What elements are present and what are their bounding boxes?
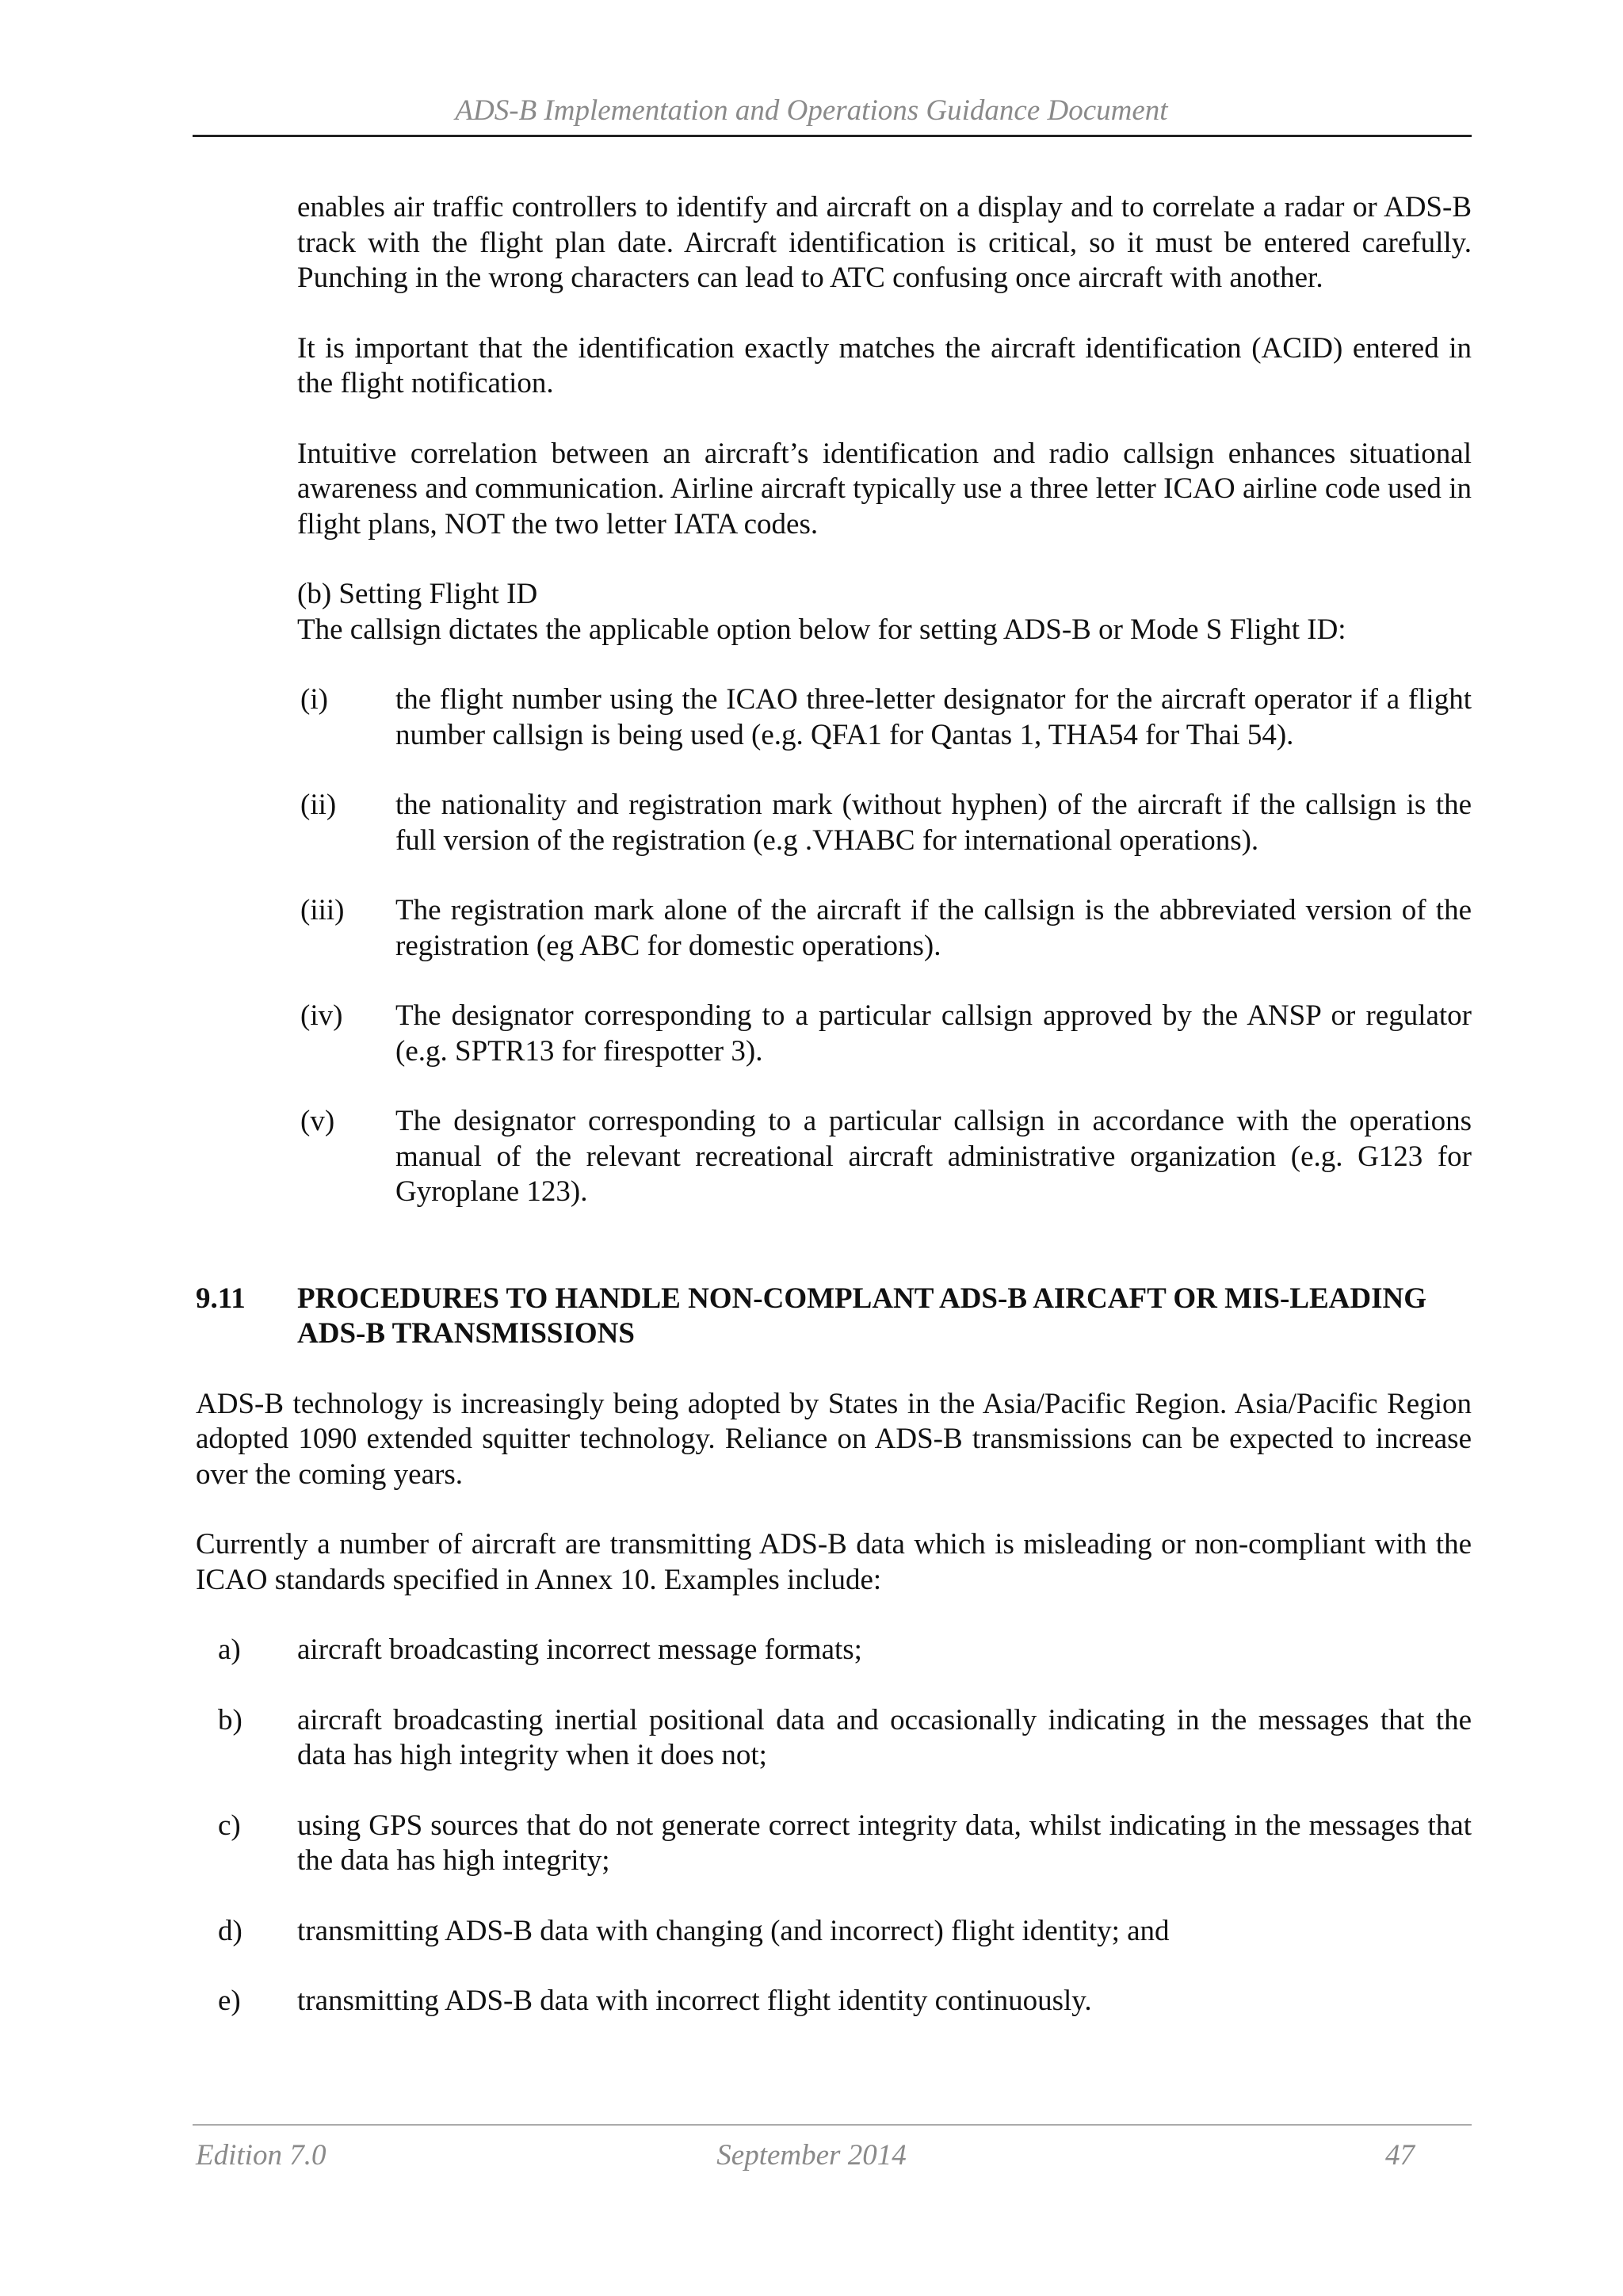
option-item bbox=[300, 788, 1472, 858]
paragraph-callsign-correlation: Intuitive correlation between an aircraft’s identification and radio callsign enhances situational awareness and communication. Airline aircraft typically use a three letter ICAO airline code used in flight plans, NOT the two letter IATA codes. bbox=[297, 437, 1472, 541]
option-number: (ii) bbox=[300, 789, 337, 821]
footer-edition: Edition 7.0 bbox=[196, 2139, 327, 2172]
paragraph-noncompliant-examples-intro: Currently a number of aircraft are transmitting ADS-B data which is misleading or non-compliant with the ICAO standards specified in Annex 10. Examples include: bbox=[196, 1528, 1472, 1596]
example-text: aircraft broadcasting inertial positional data and occasionally indicating in the messages that the data has high integrity when it does not; bbox=[297, 1703, 1472, 1771]
footer-page-number: 47 bbox=[1385, 2139, 1415, 2172]
footer-rule bbox=[193, 2124, 1472, 2126]
option-text: the nationality and registration mark (without hyphen) of the aircraft if the callsign is the full version of the registration (e.g .VHABC for international operations). bbox=[395, 789, 1472, 857]
example-letter: a) bbox=[218, 1633, 241, 1666]
example-letter: d) bbox=[218, 1914, 242, 1947]
paragraph-identification: enables air traffic controllers to identify and aircraft on a display and to correlate a radar or ADS-B track with the flight plan date. Aircraft identification is critical, so it must be entered carefully. Punching in the wrong characters can lead to ATC confusing once aircraft with another. bbox=[297, 191, 1472, 294]
header-rule bbox=[193, 135, 1472, 137]
example-letter: e) bbox=[218, 1985, 241, 2017]
option-item bbox=[300, 893, 1472, 964]
example-item bbox=[218, 1914, 1472, 1950]
example-item bbox=[218, 1984, 1472, 2019]
example-item bbox=[218, 1633, 1472, 1668]
option-text: The designator corresponding to a particular callsign approved by the ANSP or regulator (e.g. SPTR13 for firespotter 3). bbox=[395, 999, 1472, 1068]
paragraph-acid-match: It is important that the identification exactly matches the aircraft identification (ACID) entered in the flight notification. bbox=[297, 331, 1472, 399]
example-text: using GPS sources that do not generate correct integrity data, whilst indicating in the messages that the data has high integrity; bbox=[297, 1809, 1472, 1877]
subheading-setting-flight-id: (b) Setting Flight ID bbox=[297, 578, 538, 610]
option-number: (i) bbox=[300, 683, 328, 716]
option-number: (iv) bbox=[300, 999, 343, 1032]
option-item bbox=[300, 682, 1472, 753]
option-text: the flight number using the ICAO three-letter designator for the aircraft operator if a flight number callsign is being used (e.g. QFA1 for Qantas 1, THA54 for Thai 54). bbox=[395, 683, 1472, 751]
example-text: aircraft broadcasting incorrect message formats; bbox=[297, 1633, 862, 1666]
paragraph-adsb-adoption: ADS-B technology is increasingly being adopted by States in the Asia/Pacific Region. Asia/Pacific Region adopted 1090 extended squitter technology. Reliance on ADS-B transmissions can be expected to increase over the coming years. bbox=[196, 1387, 1472, 1491]
running-header: ADS-B Implementation and Operations Guidance Document bbox=[455, 94, 1168, 127]
option-number: (iii) bbox=[300, 894, 345, 926]
option-text: The designator corresponding to a particular callsign in accordance with the operations manual of the relevant recreational aircraft administrative organization (e.g. G123 for Gyroplane 123). bbox=[395, 1105, 1472, 1208]
paragraph-callsign-options-intro: The callsign dictates the applicable option below for setting ADS-B or Mode S Flight ID: bbox=[297, 613, 1346, 646]
example-letter: b) bbox=[218, 1703, 242, 1736]
option-number: (v) bbox=[300, 1105, 335, 1137]
example-text: transmitting ADS-B data with incorrect flight identity continuously. bbox=[297, 1985, 1092, 2017]
section-heading bbox=[196, 1282, 1472, 1352]
section-number: 9.11 bbox=[196, 1282, 246, 1315]
option-item bbox=[300, 1104, 1472, 1210]
page-body bbox=[0, 190, 1623, 2019]
footer-date: September 2014 bbox=[716, 2139, 907, 2172]
option-text: The registration mark alone of the aircraft if the callsign is the abbreviated version of the registration (eg ABC for domestic operations). bbox=[395, 894, 1472, 962]
example-item bbox=[218, 1703, 1472, 1774]
option-item bbox=[300, 999, 1472, 1069]
example-text: transmitting ADS-B data with changing (and incorrect) flight identity; and bbox=[297, 1914, 1170, 1947]
example-letter: c) bbox=[218, 1809, 241, 1842]
section-title: PROCEDURES TO HANDLE NON-COMPLANT ADS-B AIRCAFT OR MIS-LEADING ADS-B TRANSMISSIONS bbox=[297, 1282, 1427, 1350]
example-item bbox=[218, 1809, 1472, 1879]
